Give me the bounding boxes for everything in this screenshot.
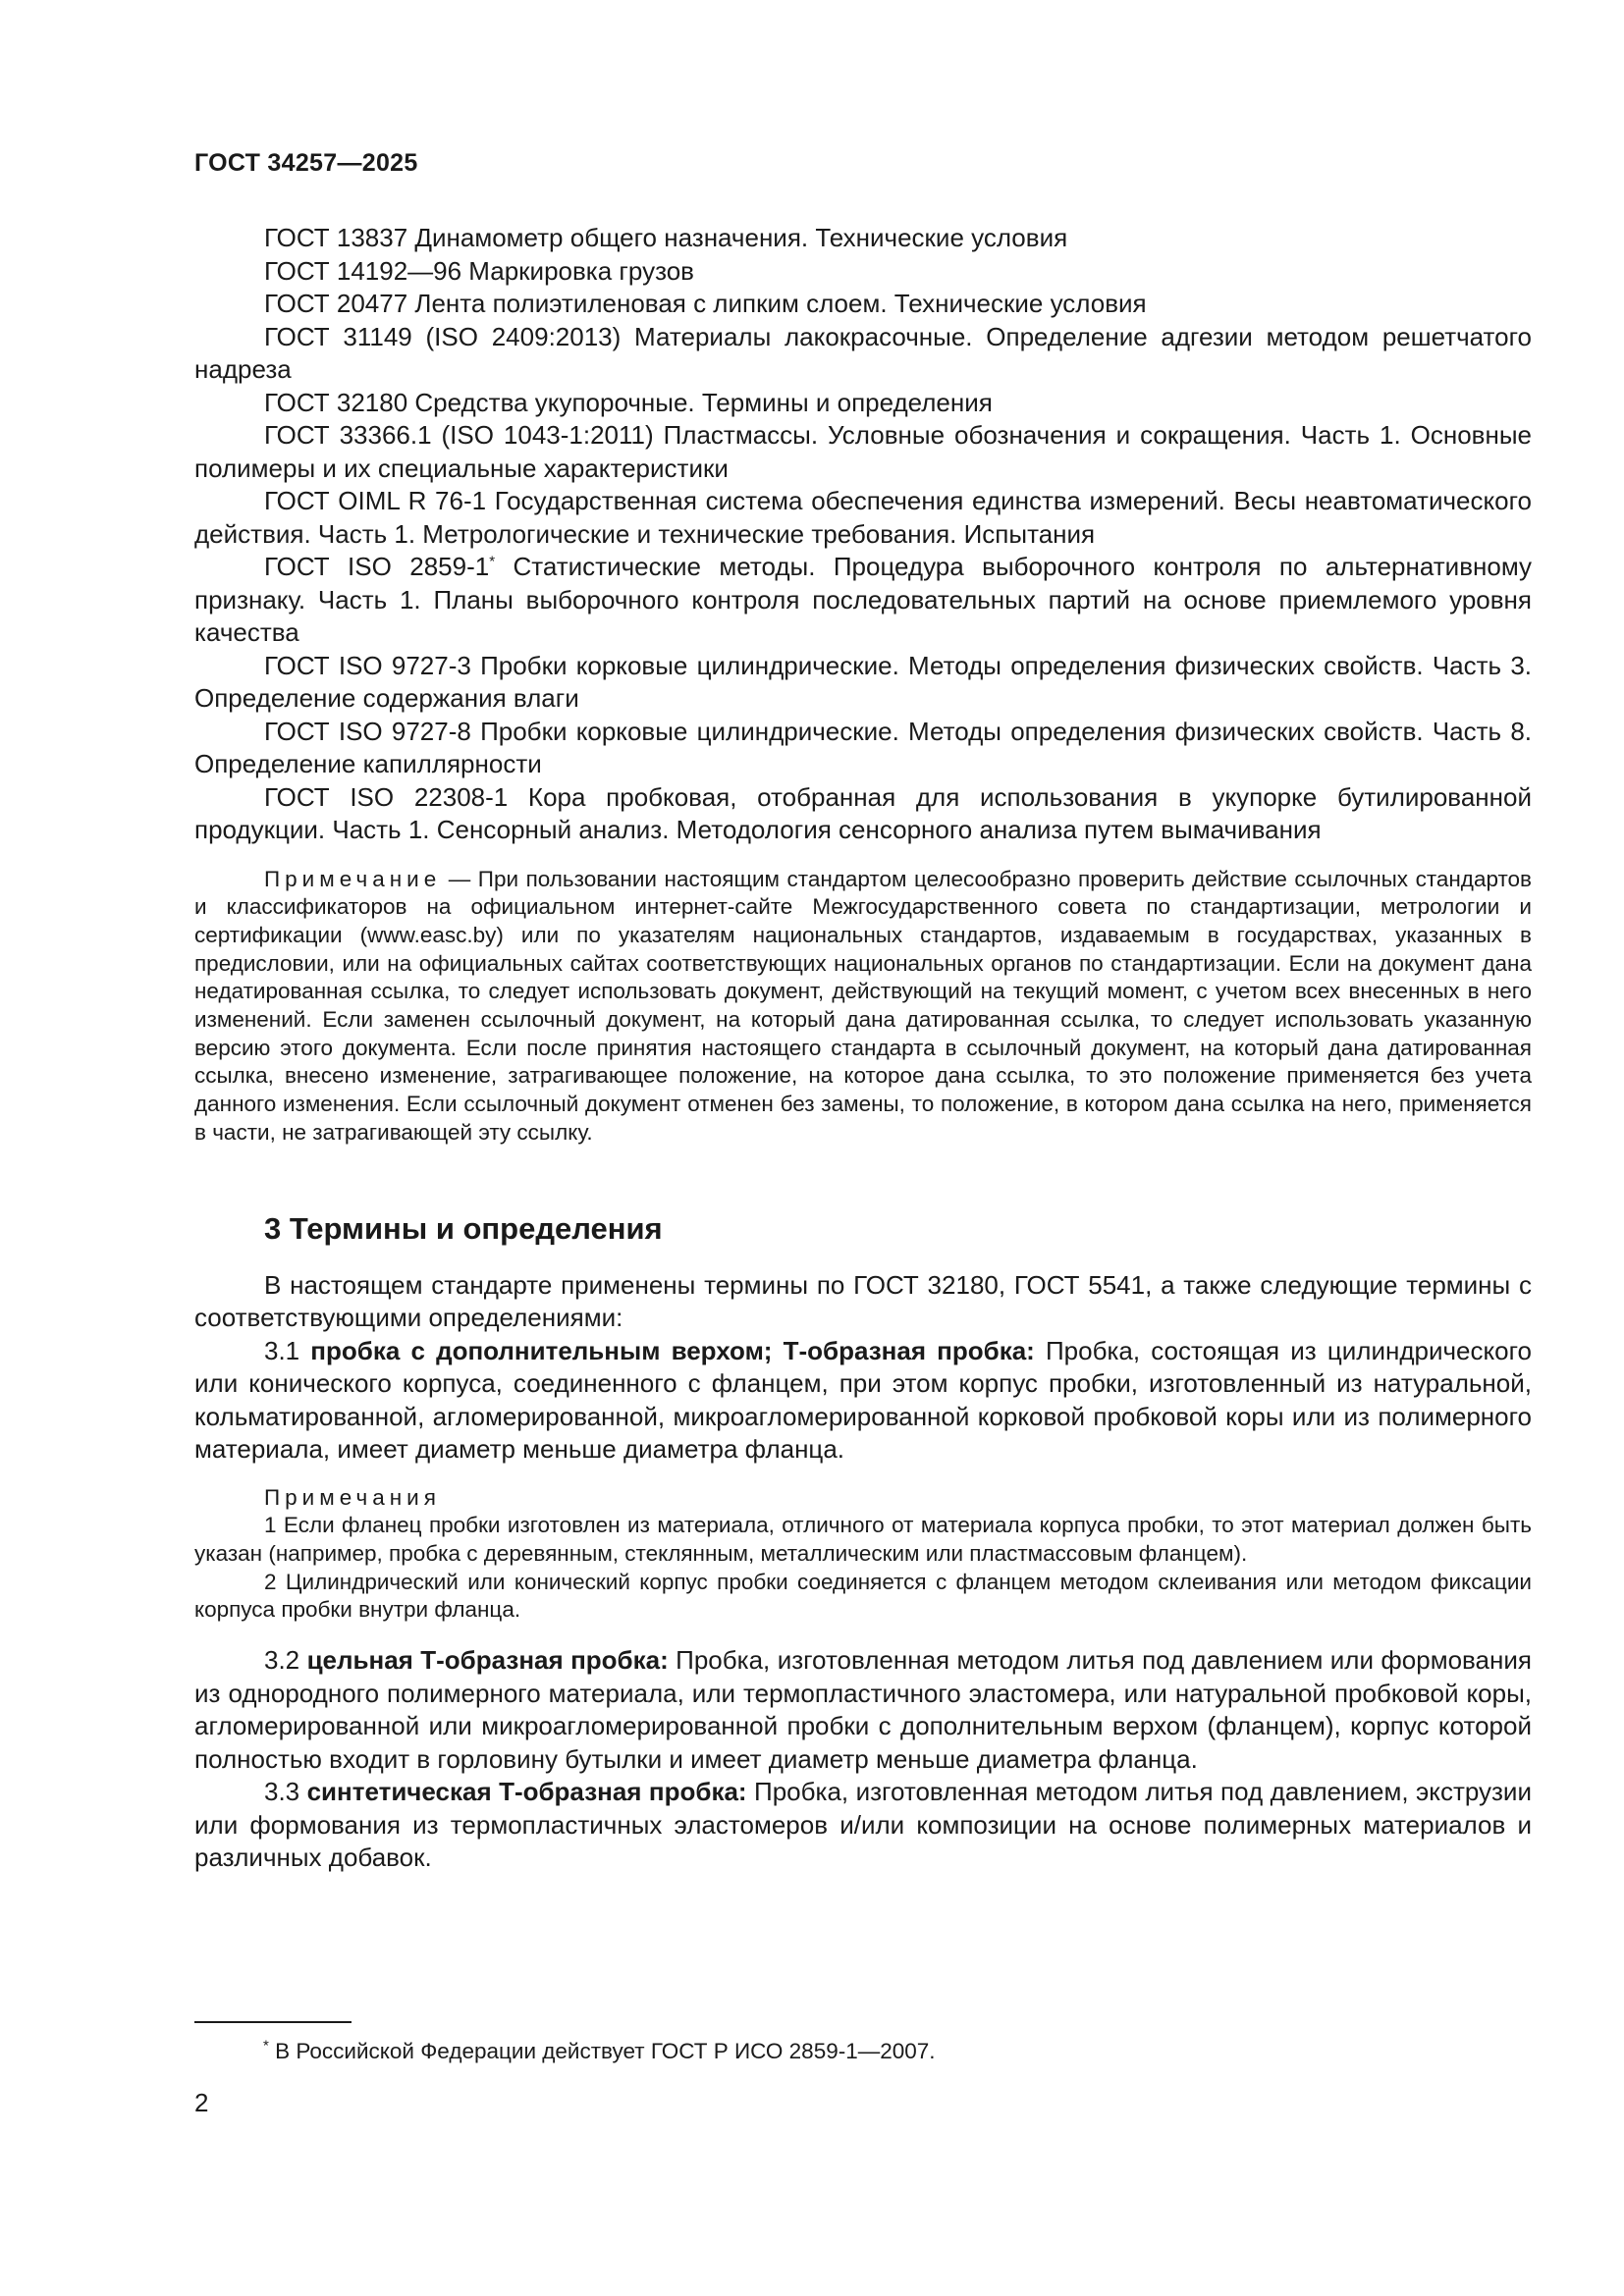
footnote-marker: * — [489, 553, 496, 570]
term-definition: Пробка, состоящая из цилиндрического или конического корпуса, соединенного с фланцем, при этом корпус пробки, изготовленный из натуральной, кольматированной, агломерированной, микроагломерированной корковой пробковой коры или из полимерного материала, имеет диаметр меньше диаметра фланца. — [194, 1335, 1532, 1465]
reference-item-iso-2859 — [194, 551, 1532, 650]
reference-item: ГОСТ 33366.1 (ISO 1043-1:2011) Пластмассы. Условные обозначения и сокращения. Часть 1. Основные полимеры и их специальные характеристики — [194, 420, 1532, 483]
reference-item: ГОСТ OIML R 76-1 Государственная система обеспечения единства измерений. Весы неавтоматического действия. Часть 1. Метрологические и технические требования. Испытания — [194, 486, 1532, 549]
term-name: пробка с дополнительным верхом; Т-образная пробка: — [310, 1335, 1035, 1365]
note-label: Примечание — [264, 866, 442, 891]
term-definition: Пробка, изготовленная методом литья под давлением, экструзии или формования из термопластичных эластомеров и/или композиции на основе полимерных материалов и различных добавок. — [194, 1777, 1532, 1873]
footnote — [263, 2038, 936, 2065]
term-3-3 — [194, 1776, 1532, 1875]
note-item: 2 Цилиндрический или конический корпус пробки соединяется с фланцем методом склеивания или методом фиксации корпуса пробки внутри фланца. — [194, 1569, 1532, 1623]
document-code-header: ГОСТ 34257—2025 — [194, 149, 418, 177]
section-title: 3 Термины и определения — [264, 1210, 663, 1246]
reference-item: ГОСТ 14192—96 Маркировка грузов — [264, 255, 694, 286]
reference-item: ГОСТ ISO 22308-1 Кора пробковая, отобранная для использования в укупорке бутилированной продукции. Часть 1. Сенсорный анализ. Методология сенсорного анализа путем вымачивания — [194, 781, 1532, 844]
footnote-separator — [194, 2021, 352, 2023]
term-name: синтетическая Т-образная пробка: — [306, 1777, 747, 1807]
reference-code: ГОСТ ISO 2859-1 — [264, 552, 490, 581]
term-number: 3.2 — [264, 1645, 307, 1676]
references-note — [194, 866, 1532, 1148]
page-number: 2 — [194, 2088, 209, 2117]
reference-item: ГОСТ ISO 9727-8 Пробки корковые цилиндрические. Методы определения физических свойств. Часть 8. Определение капиллярности — [194, 716, 1532, 778]
reference-item: ГОСТ 13837 Динамометр общего назначения. Технические условия — [264, 223, 1068, 252]
term-name: цельная Т-образная пробка: — [306, 1645, 669, 1676]
footnote-marker: * — [263, 2037, 269, 2055]
reference-item: ГОСТ 32180 Средства укупорочные. Термины и определения — [264, 387, 993, 417]
term-number: 3.1 — [264, 1335, 311, 1365]
document-body — [194, 222, 1532, 1875]
note-text: При пользовании настоящим стандартом целесообразно проверить действие ссылочных стандартов и классификаторов на официальном интернет-сайте Межгосударственного совета по стандартизации, метрологии и сертификации (www.easc.by) или по указателям национальных стандартов, издаваемым в государствах, указанных в предисловии, или на официальных сайтах соответствующих национальных органов по стандартизации. Если на документ дана недатированная ссылка, то следует использовать документ, действующий на текущий момент, с учетом всех внесенных в него изменений. Если заменен ссылочный документ, на который дана датированная ссылка, то следует использовать указанную версию этого документа. Если после принятия настоящего стандарта в ссылочный документ, на который дана датированная ссылка, внесено изменение, затрагивающее положение, на которое дана ссылка, то это положение применяется без учета данного изменения. Если ссылочный документ отменен без замены, то положение, в котором дана ссылка на него, применяется в части, не затрагивающей эту ссылку. — [194, 866, 1532, 1145]
term-3-1 — [194, 1335, 1532, 1467]
footnote-text: В Российской Федерации действует ГОСТ Р ИСО 2859-1—2007. — [268, 2039, 936, 2063]
term-definition: Пробка, изготовленная методом литья под давлением или формования из однородного полимерного материала, или термопластичного эластомера, или натуральной пробковой коры, агломерированной или микроагломерированной пробки с дополнительным верхом (фланцем), корпус которой полностью входит в горловину бутылки и имеет диаметр меньше диаметра фланца. — [194, 1645, 1532, 1774]
term-3-2 — [194, 1644, 1532, 1776]
term-number: 3.3 — [264, 1777, 307, 1807]
note-item: 1 Если фланец пробки изготовлен из материала, отличного от материала корпуса пробки, то этот материал должен быть указан (например, пробка с деревянным, стеклянным, металлическим или пластмассовым фланцем). — [194, 1513, 1532, 1566]
reference-item: ГОСТ ISO 9727-3 Пробки корковые цилиндрические. Методы определения физических свойств. Часть 3. Определение содержания влаги — [194, 650, 1532, 713]
section-intro: В настоящем стандарте применены термины по ГОСТ 32180, ГОСТ 5541, а также следующие термины с соответствующими определениями: — [194, 1269, 1532, 1333]
note-dash: — — [441, 866, 478, 891]
reference-item: ГОСТ 20477 Лента полиэтиленовая с липким слоем. Технические условия — [264, 289, 1147, 318]
reference-title: Статистические методы. Процедура выборочного контроля по альтернативному признаку. Часть 1. Планы выборочного контроля последовательных партий на основе приемлемого уровня качества — [194, 552, 1532, 647]
notes-title: Примечания — [264, 1484, 441, 1510]
reference-item: ГОСТ 31149 (ISO 2409:2013) Материалы лакокрасочные. Определение адгезии методом решетчатого надреза — [194, 321, 1532, 384]
